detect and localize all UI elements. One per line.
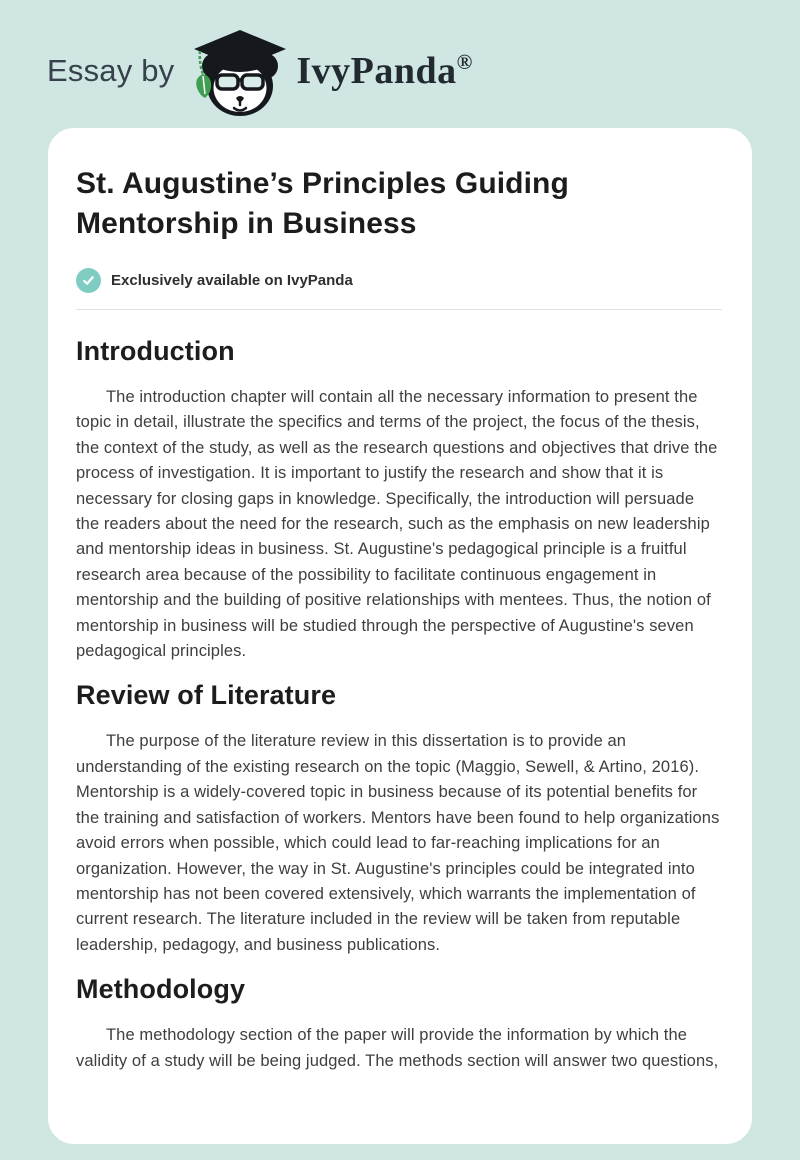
registered-mark: ® [456,50,473,74]
essay-by-label: Essay by [47,53,175,88]
essay-card [48,128,752,1144]
panda-graduate-icon [190,28,290,114]
section-heading: Introduction [76,336,235,366]
section-introduction [76,336,722,664]
page-title: St. Augustine’s Principles Guiding Mentorship in Business [76,167,569,240]
brand-name: IvyPanda [296,50,457,92]
section-heading: Review of Literature [76,680,337,711]
exclusive-badge [76,268,722,293]
section-methodology [76,974,722,1074]
section-heading: Methodology [76,974,246,1005]
badge-label: Exclusively available on IvyPanda [111,272,353,289]
section-review-of-literature [76,680,722,958]
section-paragraph: The purpose of the literature review in this dissertation is to provide an understanding of the existing research on the topic (Maggio, Sewell, & Artino, 2016). Mentorship is a widely-covered topic in business because of its potential benefits for the training and satisfaction of workers. Mentors have been found to help organizations avoid errors when possible, which could lead to far-reaching implications for an organization. However, the way in St. Augustine's principles could be integrated into mentorship has not been covered extensively, which warrants the implementation of current research. The literature included in the review will be taken from reputable leadership, pedagogy, and business publications. [76,732,720,954]
brand-logo-text [296,49,472,93]
divider [76,309,722,310]
check-icon [76,268,101,293]
site-header [0,0,800,112]
section-paragraph: The introduction chapter will contain all the necessary information to present the topic in detail, illustrate the specifics and terms of the project, the focus of the thesis, the context of the study, as well as the research questions and objectives that drive the process of investigation. It is important to justify the research and show that it is necessary for closing gaps in knowledge. Specifically, the introduction will persuade the readers about the need for the research, such as the emphasis on new leadership and mentorship ideas in business. St. Augustine's pedagogical principle is a fruitful research area because of the possibility to facilitate continuous engagement in mentorship and the building of positive relationships with mentees. Thus, the notion of mentorship in business will be studied through the perspective of Augustine's seven pedagogical principles. [76,388,718,661]
section-paragraph: The methodology section of the paper will provide the information by which the validity of a study will be being judged. The methods section will answer two questions, [76,1026,719,1070]
